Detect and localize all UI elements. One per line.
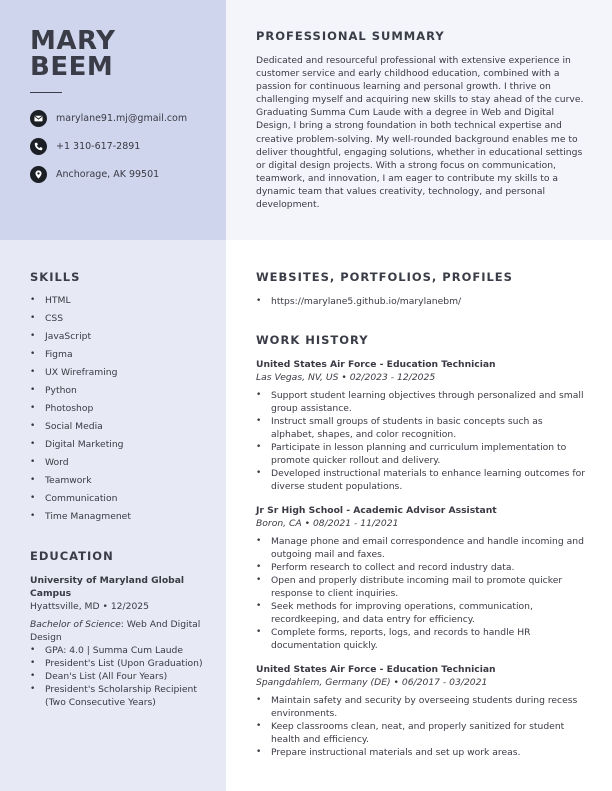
job-duty: • Maintain safety and security by overseeing students during recess environments.: [256, 694, 586, 720]
skill-item: • Social Media: [30, 420, 220, 438]
job-duty: • Keep classrooms clean, neat, and properly sanitized for student health and efficiency.: [256, 720, 586, 746]
last-name: BEEM: [30, 52, 114, 82]
job-duty: • Seek methods for improving operations, communication, recordkeeping, and data entry for efficiency.: [256, 600, 586, 626]
job-duty: • Participate in lesson planning and curriculum implementation to promote quicker rollout and delivery.: [256, 441, 586, 467]
envelope-icon: [30, 110, 47, 127]
degree-type: Bachelor of Science: [30, 619, 121, 630]
candidate-name: [30, 28, 115, 80]
school-name: University of Maryland Global Campus: [30, 575, 185, 599]
job-duty: • Complete forms, reports, logs, and records to handle HR documentation quickly.: [256, 626, 586, 652]
skill-item: • CSS: [30, 312, 220, 330]
phone-icon: [30, 138, 47, 155]
first-name: MARY: [30, 26, 116, 56]
summary-heading: PROFESSIONAL SUMMARY: [256, 29, 445, 43]
websites-heading: WEBSITES, PORTFOLIOS, PROFILES: [256, 270, 513, 284]
job-duty: • Support student learning objectives through personalized and small group assistance.: [256, 389, 586, 415]
education-entry: [30, 574, 205, 709]
job-duty: • Manage phone and email correspondence and handle incoming and outgoing mail and faxes.: [256, 535, 586, 561]
skills-list: [30, 294, 220, 528]
skill-item: • UX Wireframing: [30, 366, 220, 384]
contact-email[interactable]: [30, 109, 220, 127]
school-location-date: Hyattsville, MD • 12/2025: [30, 601, 149, 612]
email-text[interactable]: marylane91.mj@gmail.com: [56, 112, 188, 124]
skill-item: • Photoshop: [30, 402, 220, 420]
education-detail: • President's List (Upon Graduation): [30, 657, 205, 670]
phone-text[interactable]: +1 310-617-2891: [56, 140, 141, 152]
education-details: [30, 644, 205, 709]
job-meta: Las Vegas, NV, US • 02/2023 - 12/2025: [256, 372, 436, 383]
job-duties: [256, 535, 586, 652]
degree-field: : Web And Digital Design: [30, 619, 201, 643]
education-detail: • GPA: 4.0 | Summa Cum Laude: [30, 644, 205, 657]
job-duties: [256, 389, 586, 493]
name-divider: [30, 92, 62, 93]
map-pin-icon: [30, 166, 47, 183]
education-detail: • President's Scholarship Recipient (Two Consecutive Years): [30, 683, 205, 709]
job-title: United States Air Force - Education Technician: [256, 359, 496, 370]
job-meta: Boron, CA • 08/2021 - 11/2021: [256, 518, 399, 529]
skill-item: • Time Managmenet: [30, 510, 220, 528]
job-duty: • Instruct small groups of students in basic concepts such as alphabet, shapes, and color recognition.: [256, 415, 586, 441]
job-entry: [256, 358, 586, 493]
skills-heading: SKILLS: [30, 270, 81, 284]
job-entry: [256, 663, 586, 759]
skill-item: • JavaScript: [30, 330, 220, 348]
contact-phone[interactable]: [30, 137, 220, 155]
skill-item: • HTML: [30, 294, 220, 312]
website-link[interactable]: • https://marylane5.github.io/marylanebm/: [256, 295, 586, 308]
skill-item: • Python: [30, 384, 220, 402]
job-duties: [256, 694, 586, 759]
skill-item: • Word: [30, 456, 220, 474]
job-title: United States Air Force - Education Technician: [256, 664, 496, 675]
job-duty: • Perform research to collect and record industry data.: [256, 561, 586, 574]
education-heading: EDUCATION: [30, 549, 114, 563]
job-duty: • Prepare instructional materials and set up work areas.: [256, 746, 586, 759]
job-entry: [256, 504, 586, 652]
contact-location: [30, 165, 220, 183]
websites-list: [256, 295, 586, 308]
education-detail: • Dean's List (All Four Years): [30, 670, 205, 683]
job-meta: Spangdahlem, Germany (DE) • 06/2017 - 03/2021: [256, 677, 488, 688]
skill-item: • Communication: [30, 492, 220, 510]
skill-item: • Figma: [30, 348, 220, 366]
summary-text: Dedicated and resourceful professional with extensive experience in customer service and early childhood education, combined with a passion for continuous learning and personal growth. I thrive on challenging myself and acquiring new skills to stay ahead of the curve. Graduating Summa Cum Laude with a degree in Web and Digital Design, I bring a strong foundation in both technical expertise and creative problem-solving. My well-rounded background enables me to deliver thoughtful, engaging solutions, whether in educational settings or digital design projects. With a strong focus on communication, teamwork, and innovation, I am eager to contribute my skills to a dynamic team that values creativity, technology, and personal development.: [256, 55, 584, 211]
location-text: Anchorage, AK 99501: [56, 168, 160, 180]
skill-item: • Digital Marketing: [30, 438, 220, 456]
job-duty: • Open and properly distribute incoming mail to promote quicker response to client inquiries.: [256, 574, 586, 600]
work-heading: WORK HISTORY: [256, 333, 369, 347]
skill-item: • Teamwork: [30, 474, 220, 492]
degree: [30, 618, 205, 644]
job-duty: • Developed instructional materials to enhance learning outcomes for diverse student populations.: [256, 467, 586, 493]
job-title: Jr Sr High School - Academic Advisor Assistant: [256, 505, 497, 516]
